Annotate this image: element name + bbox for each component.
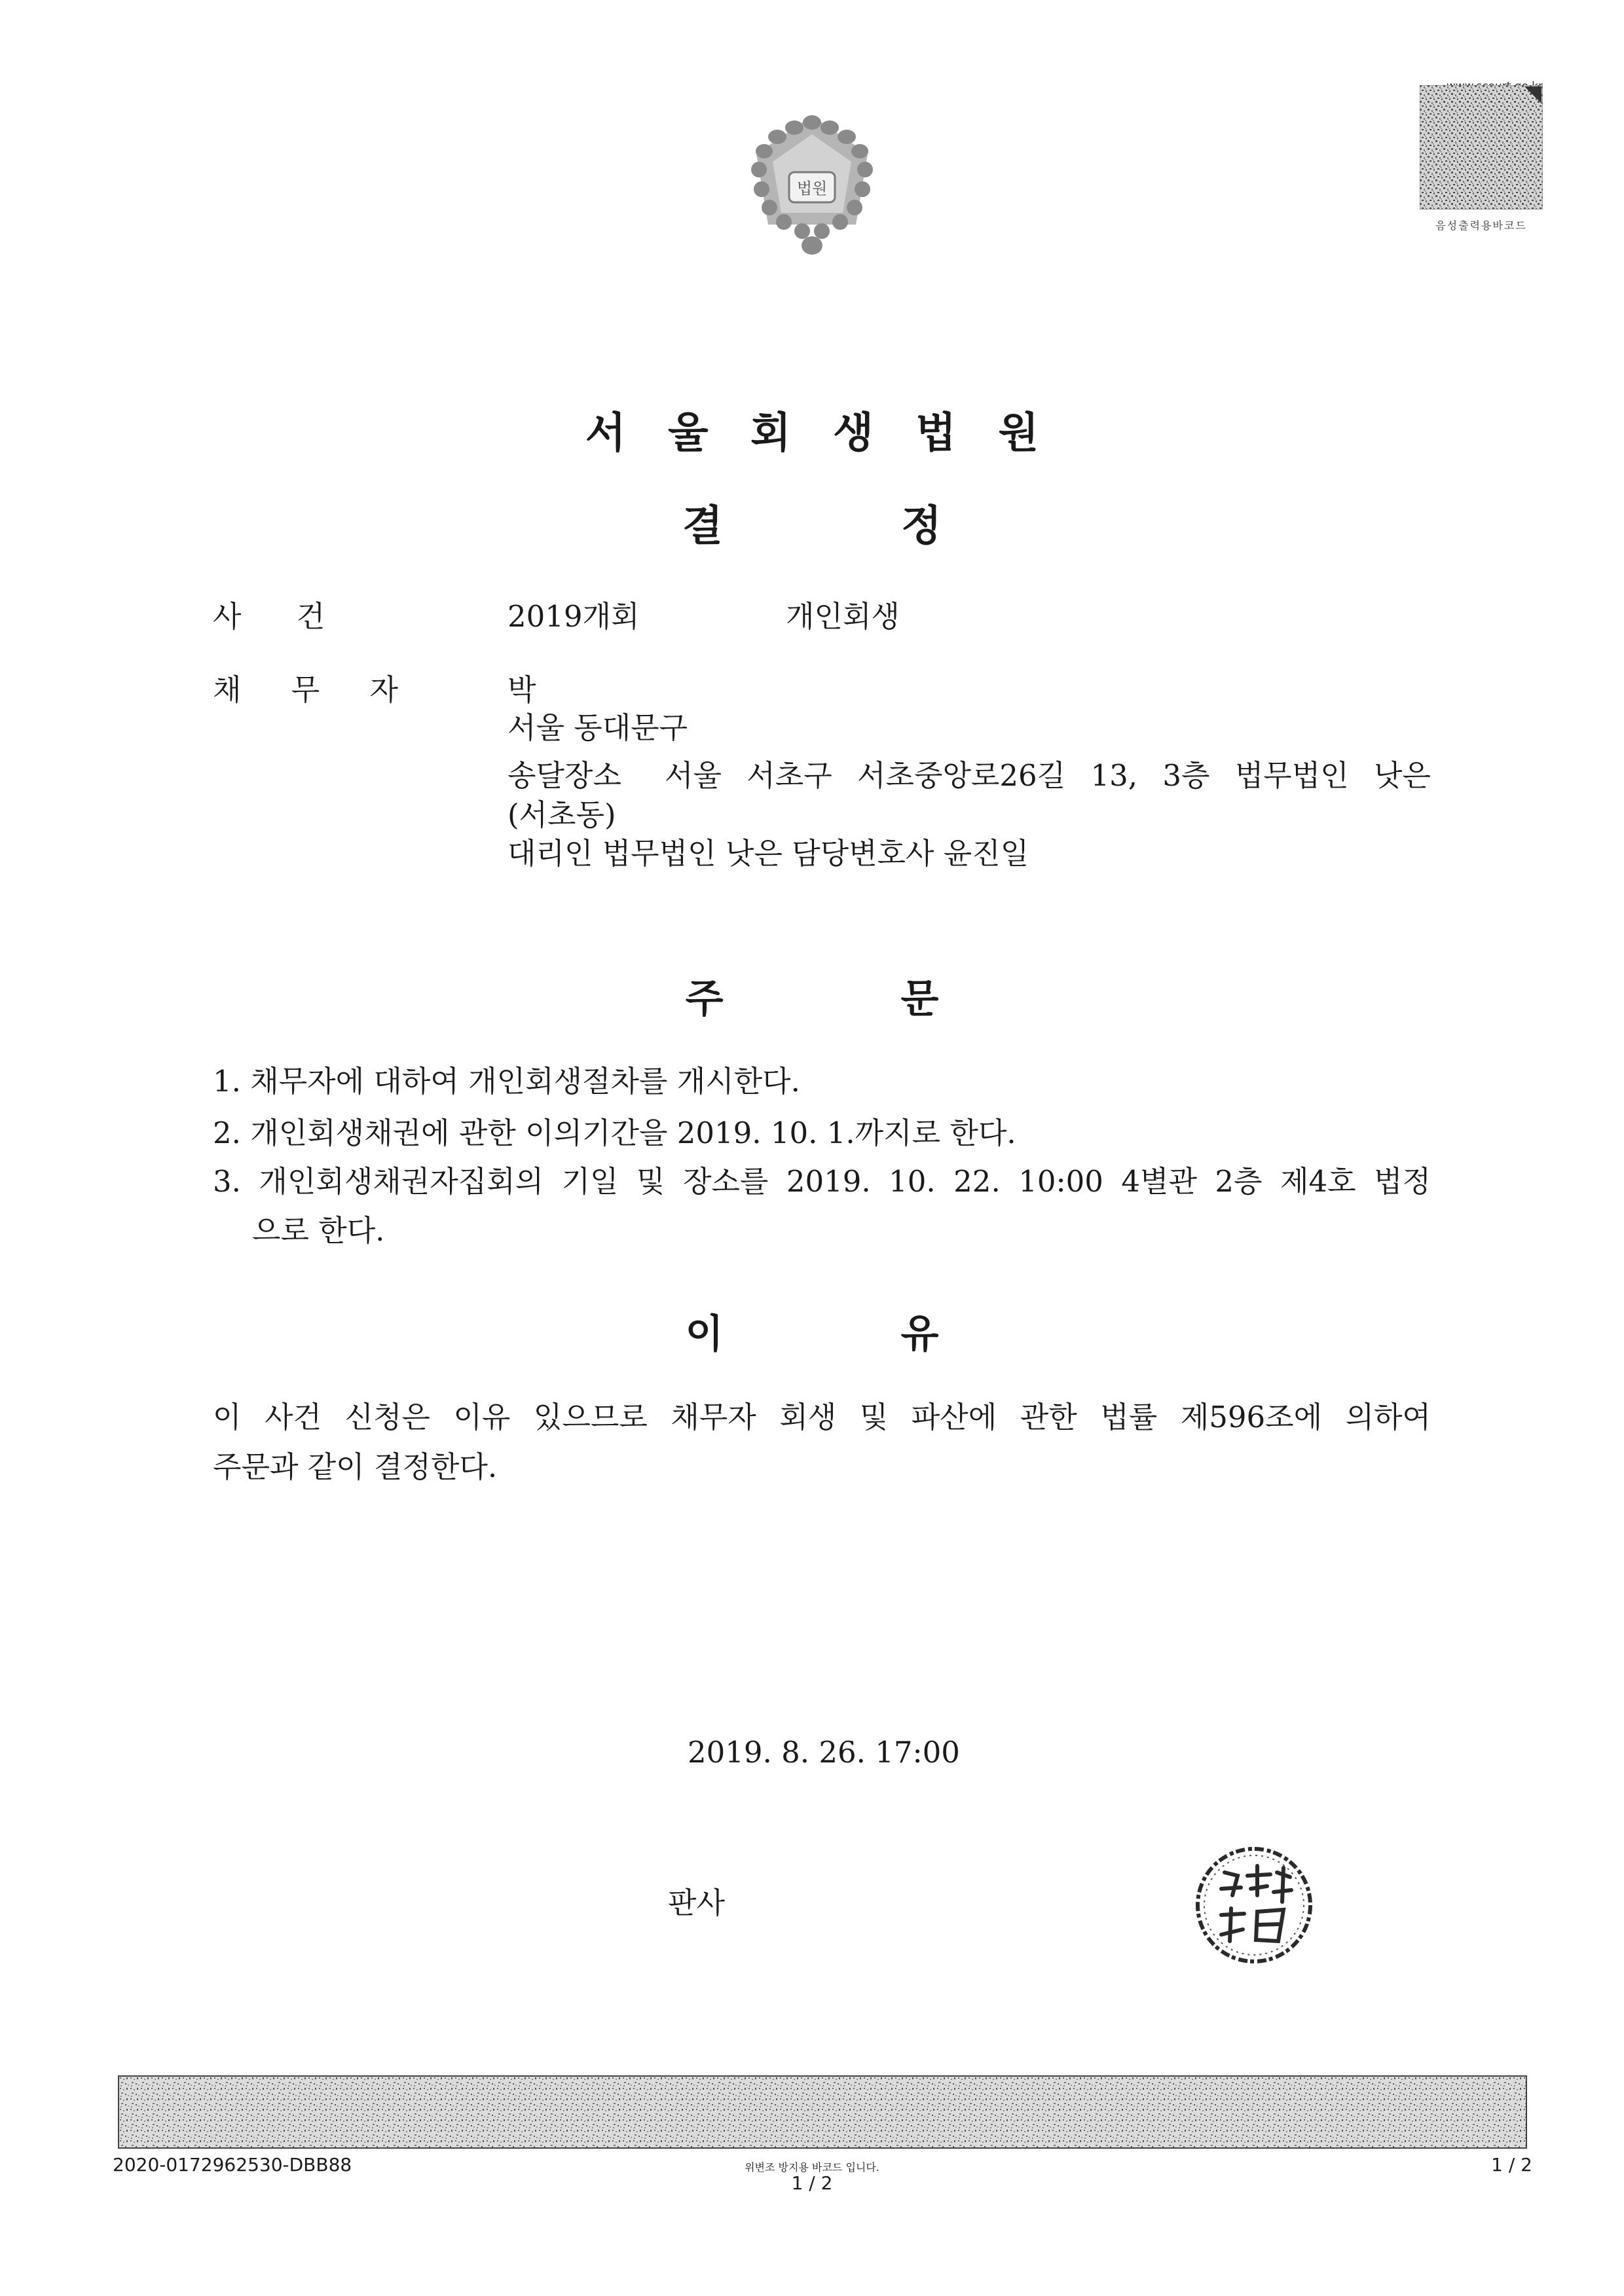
court-seal-icon [743, 108, 881, 259]
anti-forgery-note: 위변조 방지용 바코드 입니다. [745, 2161, 879, 2174]
order-item-3: 3. 개인회생채권자집회의 기일 및 장소를 2019. 10. 22. 10:00 4별관 2층 제4호 법정 [213, 1164, 1431, 1199]
decision-date: 2019. 8. 26. 17:00 [688, 1735, 960, 1770]
document-title: 결 정 [682, 502, 942, 551]
page-number-center: 1 / 2 [791, 2172, 833, 2194]
order-item-3-cont: 으로 한다. [252, 1213, 385, 1248]
case-type: 개인회생 [786, 599, 900, 634]
debtor-name: 박 [507, 672, 536, 707]
case-number: 2019개회 [507, 599, 640, 634]
reason-line-2: 주문과 같이 결정한다. [213, 1449, 498, 1484]
debtor-address: 서울 동대문구 [507, 710, 688, 745]
anti-forgery-barcode [118, 2075, 1527, 2149]
judge-label: 판사 [668, 1886, 725, 1920]
reason-line-1: 이 사건 신청은 이유 있으므로 채무자 회생 및 파산에 관한 법률 제596조에 의하여 [213, 1400, 1431, 1434]
svg-text:법원: 법원 [796, 179, 828, 198]
document-id: 2020-0172962530-DBB88 [113, 2154, 352, 2176]
barcode-caption: 음성출력용바코드 [1435, 219, 1527, 232]
order-item-1: 1. 채무자에 대하여 개인회생절차를 개시한다. [213, 1064, 800, 1099]
court-name: 서 울 회 생 법 원 [585, 409, 1039, 458]
service-label: 송달장소 [507, 758, 621, 793]
order-heading: 주 문 [685, 976, 939, 1022]
judge-stamp [1192, 1843, 1316, 1967]
judge-stamp-icon [1192, 1843, 1316, 1967]
reason-heading: 이 유 [685, 1311, 939, 1357]
debtor-label: 채 무 자 [213, 672, 399, 707]
service-address-cont: (서초동) [507, 797, 616, 832]
service-address: 서울 서초구 서초중앙로26길 13, 3층 법무법인 낫은 [665, 758, 1431, 793]
debtor-agent: 대리인 법무법인 낫은 담당변호사 윤진일 [507, 836, 1029, 871]
court-emblem [743, 108, 881, 259]
order-item-2: 2. 개인회생채권에 관한 이의기간을 2019. 10. 1.까지로 한다. [213, 1116, 1016, 1150]
voice-output-barcode [1420, 85, 1543, 210]
case-label: 사 건 [213, 599, 325, 634]
page-number-right: 1 / 2 [1491, 2154, 1532, 2176]
